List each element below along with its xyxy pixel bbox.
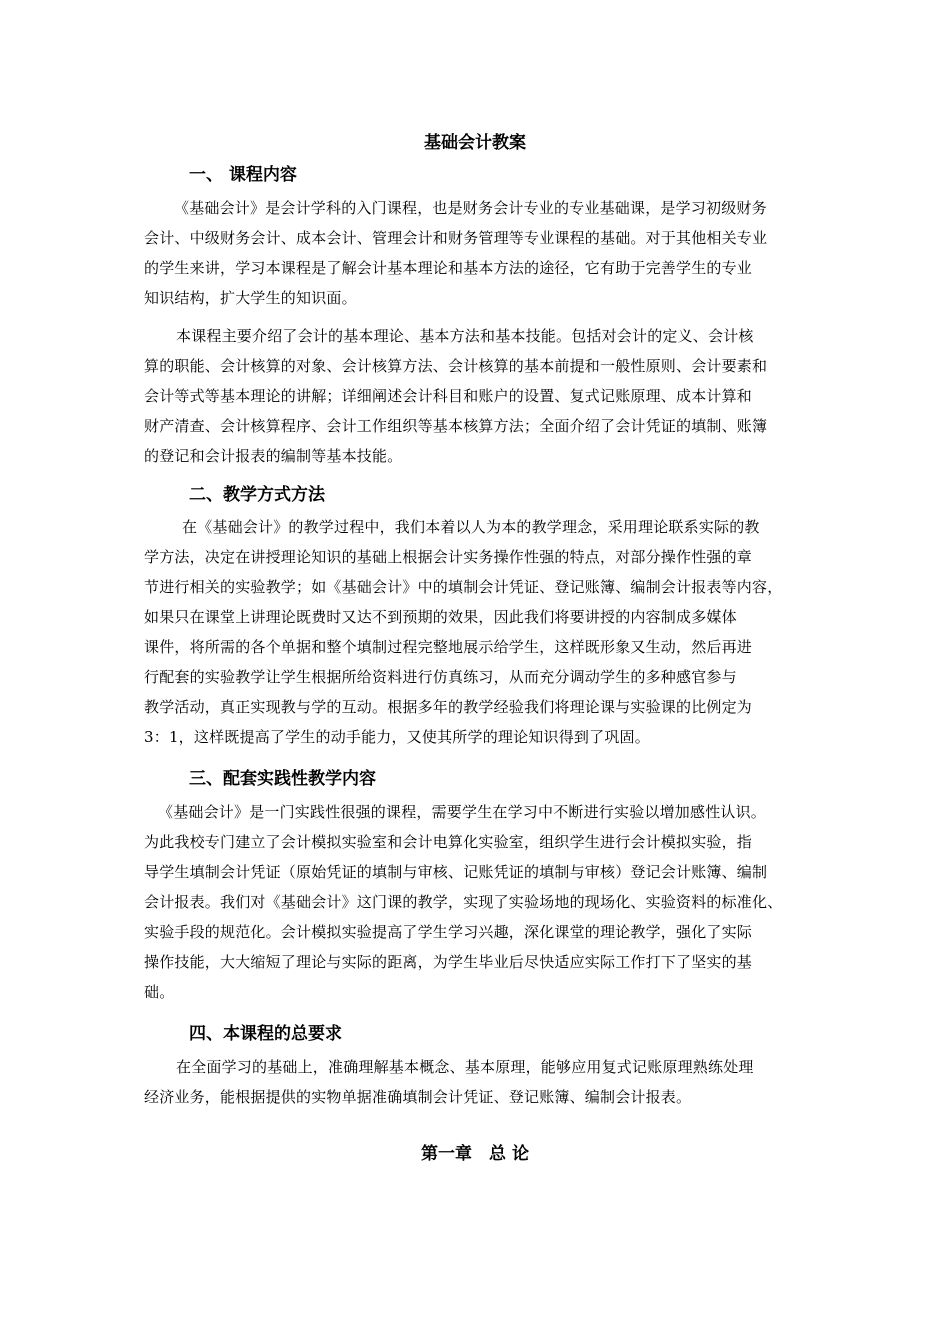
- paragraph-course-scope: [144, 321, 810, 471]
- text-line: 会计报表。我们对《基础会计》这门课的教学，实现了实验场地的现场化、实验资料的标准化、: [144, 893, 783, 911]
- section-heading-overall-requirements: 四、本课程的总要求: [189, 1024, 342, 1044]
- text-line: 教学活动，真正实现教与学的互动。根据多年的教学经验我们将理论课与实验课的比例定为: [144, 698, 753, 716]
- text-line: 实验手段的规范化。会计模拟实验提高了学生学习兴趣，深化课堂的理论教学，强化了实际: [144, 923, 753, 941]
- document-title: 基础会计教案: [424, 133, 526, 153]
- text-line: 学方法，决定在讲授理论知识的基础上根据会计实务操作性强的特点，对部分操作性强的章: [144, 548, 753, 566]
- text-line: 的学生来讲，学习本课程是了解会计基本理论和基本方法的途径，它有助于完善学生的专业: [144, 259, 753, 277]
- text-line: 《基础会计》是一门实践性很强的课程，需要学生在学习中不断进行实验以增加感性认识。: [158, 803, 767, 821]
- text-line: 经济业务，能根据提供的实物单据准确填制会计凭证、登记账簿、编制会计报表。: [144, 1088, 692, 1106]
- text-line: 在全面学习的基础上，准确理解基本概念、基本原理，能够应用复式记账原理熟练处理: [176, 1058, 754, 1076]
- paragraph-overall-requirements: [144, 1052, 810, 1112]
- text-line: 知识结构，扩大学生的知识面。: [144, 289, 357, 307]
- text-line: 本课程主要介绍了会计的基本理论、基本方法和基本技能。包括对会计的定义、会计核: [176, 327, 754, 345]
- text-line: 3：1，这样既提高了学生的动手能力，又使其所学的理论知识得到了巩固。: [144, 728, 650, 746]
- text-line: 如果只在课堂上讲理论既费时又达不到预期的效果，因此我们将要讲授的内容制成多媒体: [144, 608, 737, 626]
- text-line: 为此我校专门建立了会计模拟实验室和会计电算化实验室，组织学生进行会计模拟实验，指: [144, 833, 753, 851]
- text-line: 操作技能，大大缩短了理论与实际的距离，为学生毕业后尽快适应实际工作打下了坚实的基: [144, 953, 753, 971]
- text-line: 导学生填制会计凭证（原始凭证的填制与审核、记账凭证的填制与审核）登记会计账簿、编制: [144, 863, 768, 881]
- text-line: 会计、中级财务会计、成本会计、管理会计和财务管理等专业课程的基础。对于其他相关专业: [144, 229, 768, 247]
- paragraph-teaching-methods: [144, 512, 810, 752]
- chapter-title: 第一章 总 论: [421, 1144, 529, 1164]
- section-heading-teaching-methods: 二、教学方式方法: [189, 485, 325, 505]
- text-line: 的登记和会计报表的编制等基本技能。: [144, 447, 403, 465]
- text-line: 在《基础会计》的教学过程中，我们本着以人为本的教学理念，采用理论联系实际的教: [182, 518, 760, 536]
- text-line: 节进行相关的实验教学；如《基础会计》中的填制会计凭证、登记账簿、编制会计报表等内容，: [144, 578, 783, 596]
- text-line: 行配套的实验教学让学生根据所给资料进行仿真练习，从而充分调动学生的多种感官参与: [144, 668, 737, 686]
- text-line: 会计等式等基本理论的讲解；详细阐述会计科目和账户的设置、复式记账原理、成本计算和: [144, 387, 753, 405]
- paragraph-practice-content: [144, 797, 810, 1007]
- text-line: 础。: [144, 983, 175, 1001]
- section-heading-course-content: 一、 课程内容: [189, 165, 297, 185]
- text-line: 《基础会计》是会计学科的入门课程，也是财务会计专业的专业基础课，是学习初级财务: [174, 199, 767, 217]
- text-line: 课件，将所需的各个单据和整个填制过程完整地展示给学生，这样既形象又生动，然后再进: [144, 638, 753, 656]
- paragraph-course-intro: [144, 193, 810, 313]
- section-heading-practice-content: 三、配套实践性教学内容: [189, 769, 376, 789]
- text-line: 财产清查、会计核算程序、会计工作组织等基本核算方法；全面介绍了会计凭证的填制、账簿: [144, 417, 768, 435]
- text-line: 算的职能、会计核算的对象、会计核算方法、会计核算的基本前提和一般性原则、会计要素和: [144, 357, 768, 375]
